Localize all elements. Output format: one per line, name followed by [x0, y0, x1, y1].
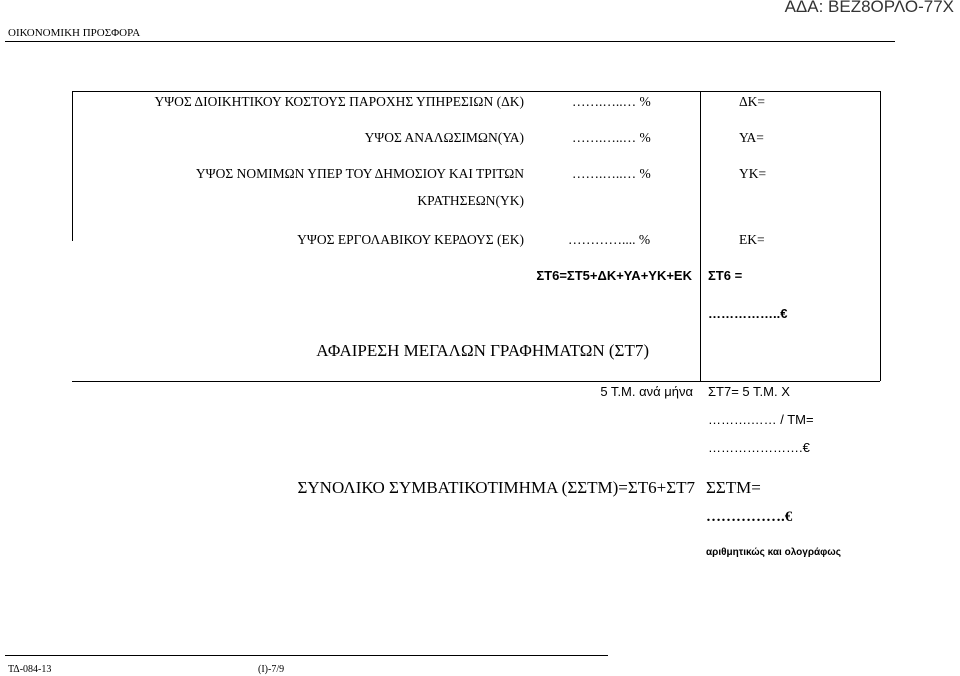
row-ya-label: ΥΨΟΣ ΑΝΑΛΩΣΙΜΩΝ(ΥΑ): [364, 130, 524, 145]
header-rule: [5, 41, 895, 42]
total-result-value: …………….€: [706, 509, 793, 525]
total-heading: ΣΥΝΟΛΙΚΟ ΣΥΜΒΑΤΙΚΟΤΙΜΗΜΑ (ΣΣΤΜ)=ΣΤ6+ΣΤ7: [297, 478, 695, 497]
row-ek-result: ΕΚ=: [739, 232, 765, 247]
column-divider: [700, 91, 701, 381]
row-ek-percent: ………….... %: [568, 232, 651, 247]
row-ya-percent: …….…..… %: [572, 130, 651, 145]
st7-heading: ΑΦΑΙΡΕΣΗ ΜΕΓΑΛΩΝ ΓΡΑΦΗΜΑΤΩΝ (ΣΤ7): [316, 341, 649, 360]
row-yk-result: ΥΚ=: [739, 166, 767, 181]
st7-formula-line1: ΣΤ7= 5 Τ.Μ. Χ: [708, 384, 790, 399]
st7-formula-line3: ………………….€: [708, 440, 810, 455]
st6-result-label: ΣΤ6 =: [708, 268, 743, 283]
table-left-border-upper: [72, 91, 73, 241]
total-result-label: ΣΣΤΜ=: [706, 478, 761, 497]
table-middle-rule: [72, 381, 880, 382]
footer-page-number: (Ι)-7/9: [258, 664, 285, 675]
row-yk-label-line1: ΥΨΟΣ ΝΟΜΙΜΩΝ ΥΠΕΡ ΤΟΥ ΔΗΜΟΣΙΟΥ ΚΑΙ ΤΡΙΤΩΝ: [195, 166, 524, 181]
total-note: αριθμητικώς και ολογράφως: [706, 547, 841, 558]
st7-rate: 5 Τ.Μ. ανά μήνα: [600, 384, 693, 399]
table-top-border: [72, 91, 880, 92]
st6-formula: ΣΤ6=ΣΤ5+ΔΚ+ΥΑ+ΥΚ+ΕΚ: [536, 268, 692, 283]
footer-rule: [5, 655, 608, 656]
row-yk-percent: …….…..… %: [572, 166, 651, 181]
row-dk-percent: …….…..… %: [572, 94, 651, 109]
row-ek-label: ΥΨΟΣ ΕΡΓΟΛΑΒΙΚΟΥ ΚΕΡΔΟΥΣ (ΕΚ): [297, 232, 524, 247]
page-header-title: ΟΙΚΟΝΟΜΙΚΗ ΠΡΟΣΦΟΡΑ: [8, 27, 141, 39]
ada-code: ΑΔΑ: ΒΕΖ8ΟΡΛΟ-77Χ: [784, 0, 954, 16]
row-ya-result: ΥΑ=: [739, 130, 764, 145]
row-yk-label-line2: ΚΡΑΤΗΣΕΩΝ(ΥΚ): [417, 193, 524, 208]
footer-code: ΤΔ-084-13: [8, 664, 52, 675]
st7-formula-line2: ……….…… / ΤΜ=: [708, 412, 814, 427]
table-right-border: [880, 91, 881, 381]
row-dk-label: ΥΨΟΣ ΔΙΟΙΚΗΤΙΚΟΥ ΚΟΣΤΟΥΣ ΠΑΡΟΧΗΣ ΥΠΗΡΕΣΙΩΝ (ΔΚ): [154, 94, 524, 109]
row-dk-result: ΔΚ=: [739, 94, 766, 109]
st6-result-value: ……………..€: [708, 306, 788, 321]
